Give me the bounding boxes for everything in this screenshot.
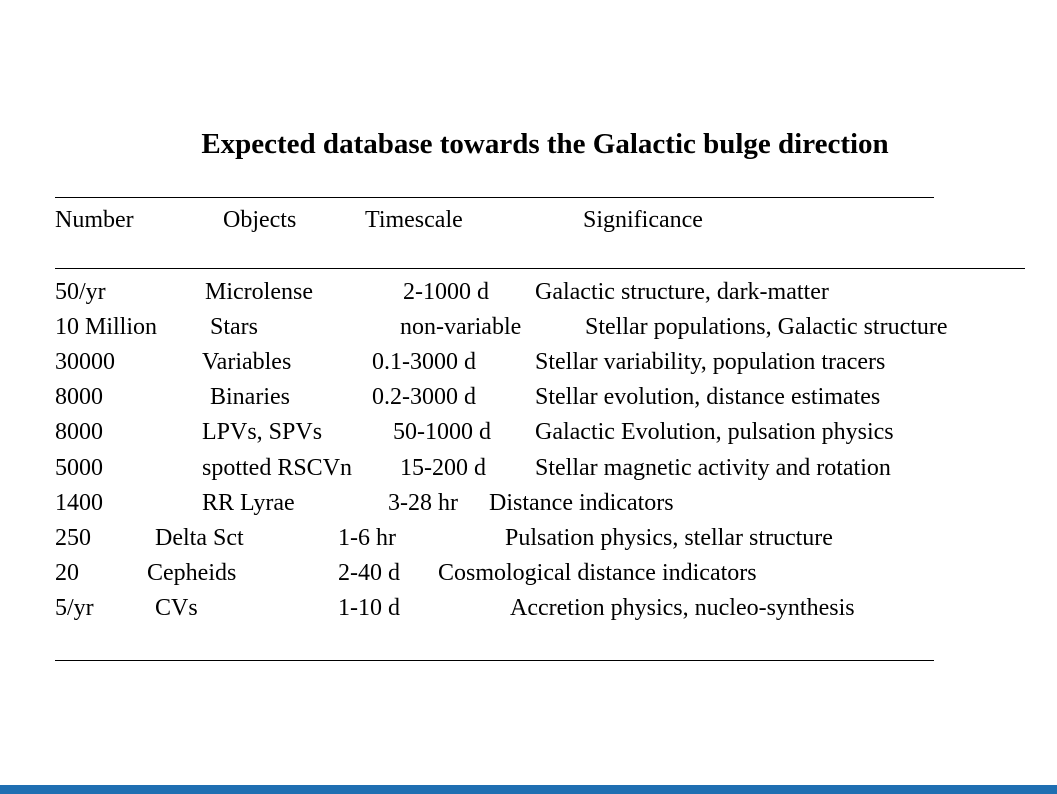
cell-number: 1400 <box>55 490 103 516</box>
cell-significance: Galactic structure, dark-matter <box>535 279 829 305</box>
cell-timescale: 50-1000 d <box>393 419 491 445</box>
cell-timescale: 2-40 d <box>338 560 400 586</box>
cell-timescale: 0.1-3000 d <box>372 349 476 375</box>
cell-number: 8000 <box>55 419 103 445</box>
header-number: Number <box>55 207 134 233</box>
header-timescale: Timescale <box>365 207 463 233</box>
cell-number: 8000 <box>55 384 103 410</box>
cell-objects: CVs <box>155 595 198 621</box>
table-bottom-rule <box>55 660 934 661</box>
cell-timescale: non-variable <box>400 314 522 340</box>
cell-significance: Stellar magnetic activity and rotation <box>535 455 891 481</box>
cell-significance: Distance indicators <box>489 490 674 516</box>
cell-number: 20 <box>55 560 79 586</box>
cell-timescale: 1-10 d <box>338 595 400 621</box>
cell-objects: RR Lyrae <box>202 490 295 516</box>
cell-number: 5000 <box>55 455 103 481</box>
cell-number: 5/yr <box>55 595 94 621</box>
cell-significance: Accretion physics, nucleo-synthesis <box>510 595 855 621</box>
header-rule <box>55 268 1025 269</box>
cell-objects: Stars <box>210 314 258 340</box>
cell-significance: Stellar evolution, distance estimates <box>535 384 881 410</box>
cell-significance: Cosmological distance indicators <box>438 560 757 586</box>
cell-timescale: 0.2-3000 d <box>372 384 476 410</box>
cell-objects: Cepheids <box>147 560 237 586</box>
header-objects: Objects <box>223 207 297 233</box>
cell-timescale: 1-6 hr <box>338 525 396 551</box>
cell-timescale: 15-200 d <box>400 455 486 481</box>
slide-title: Expected database towards the Galactic bulge direction <box>201 128 889 160</box>
cell-number: 50/yr <box>55 279 106 305</box>
cell-objects: Variables <box>202 349 292 375</box>
cell-timescale: 2-1000 d <box>403 279 489 305</box>
table-top-rule <box>55 197 934 198</box>
bottom-accent-bar <box>0 785 1057 794</box>
cell-number: 250 <box>55 525 91 551</box>
cell-significance: Stellar variability, population tracers <box>535 349 886 375</box>
cell-timescale: 3-28 hr <box>388 490 458 516</box>
cell-objects: spotted RSCVn <box>202 455 353 481</box>
cell-number: 10 Million <box>55 314 158 340</box>
cell-significance: Galactic Evolution, pulsation physics <box>535 419 894 445</box>
cell-number: 30000 <box>55 349 115 375</box>
cell-objects: LPVs, SPVs <box>202 419 323 445</box>
cell-significance: Pulsation physics, stellar structure <box>505 525 833 551</box>
cell-objects: Delta Sct <box>155 525 244 551</box>
cell-objects: Binaries <box>210 384 290 410</box>
cell-objects: Microlense <box>205 279 313 305</box>
cell-significance: Stellar populations, Galactic structure <box>585 314 948 340</box>
header-significance: Significance <box>583 207 703 233</box>
